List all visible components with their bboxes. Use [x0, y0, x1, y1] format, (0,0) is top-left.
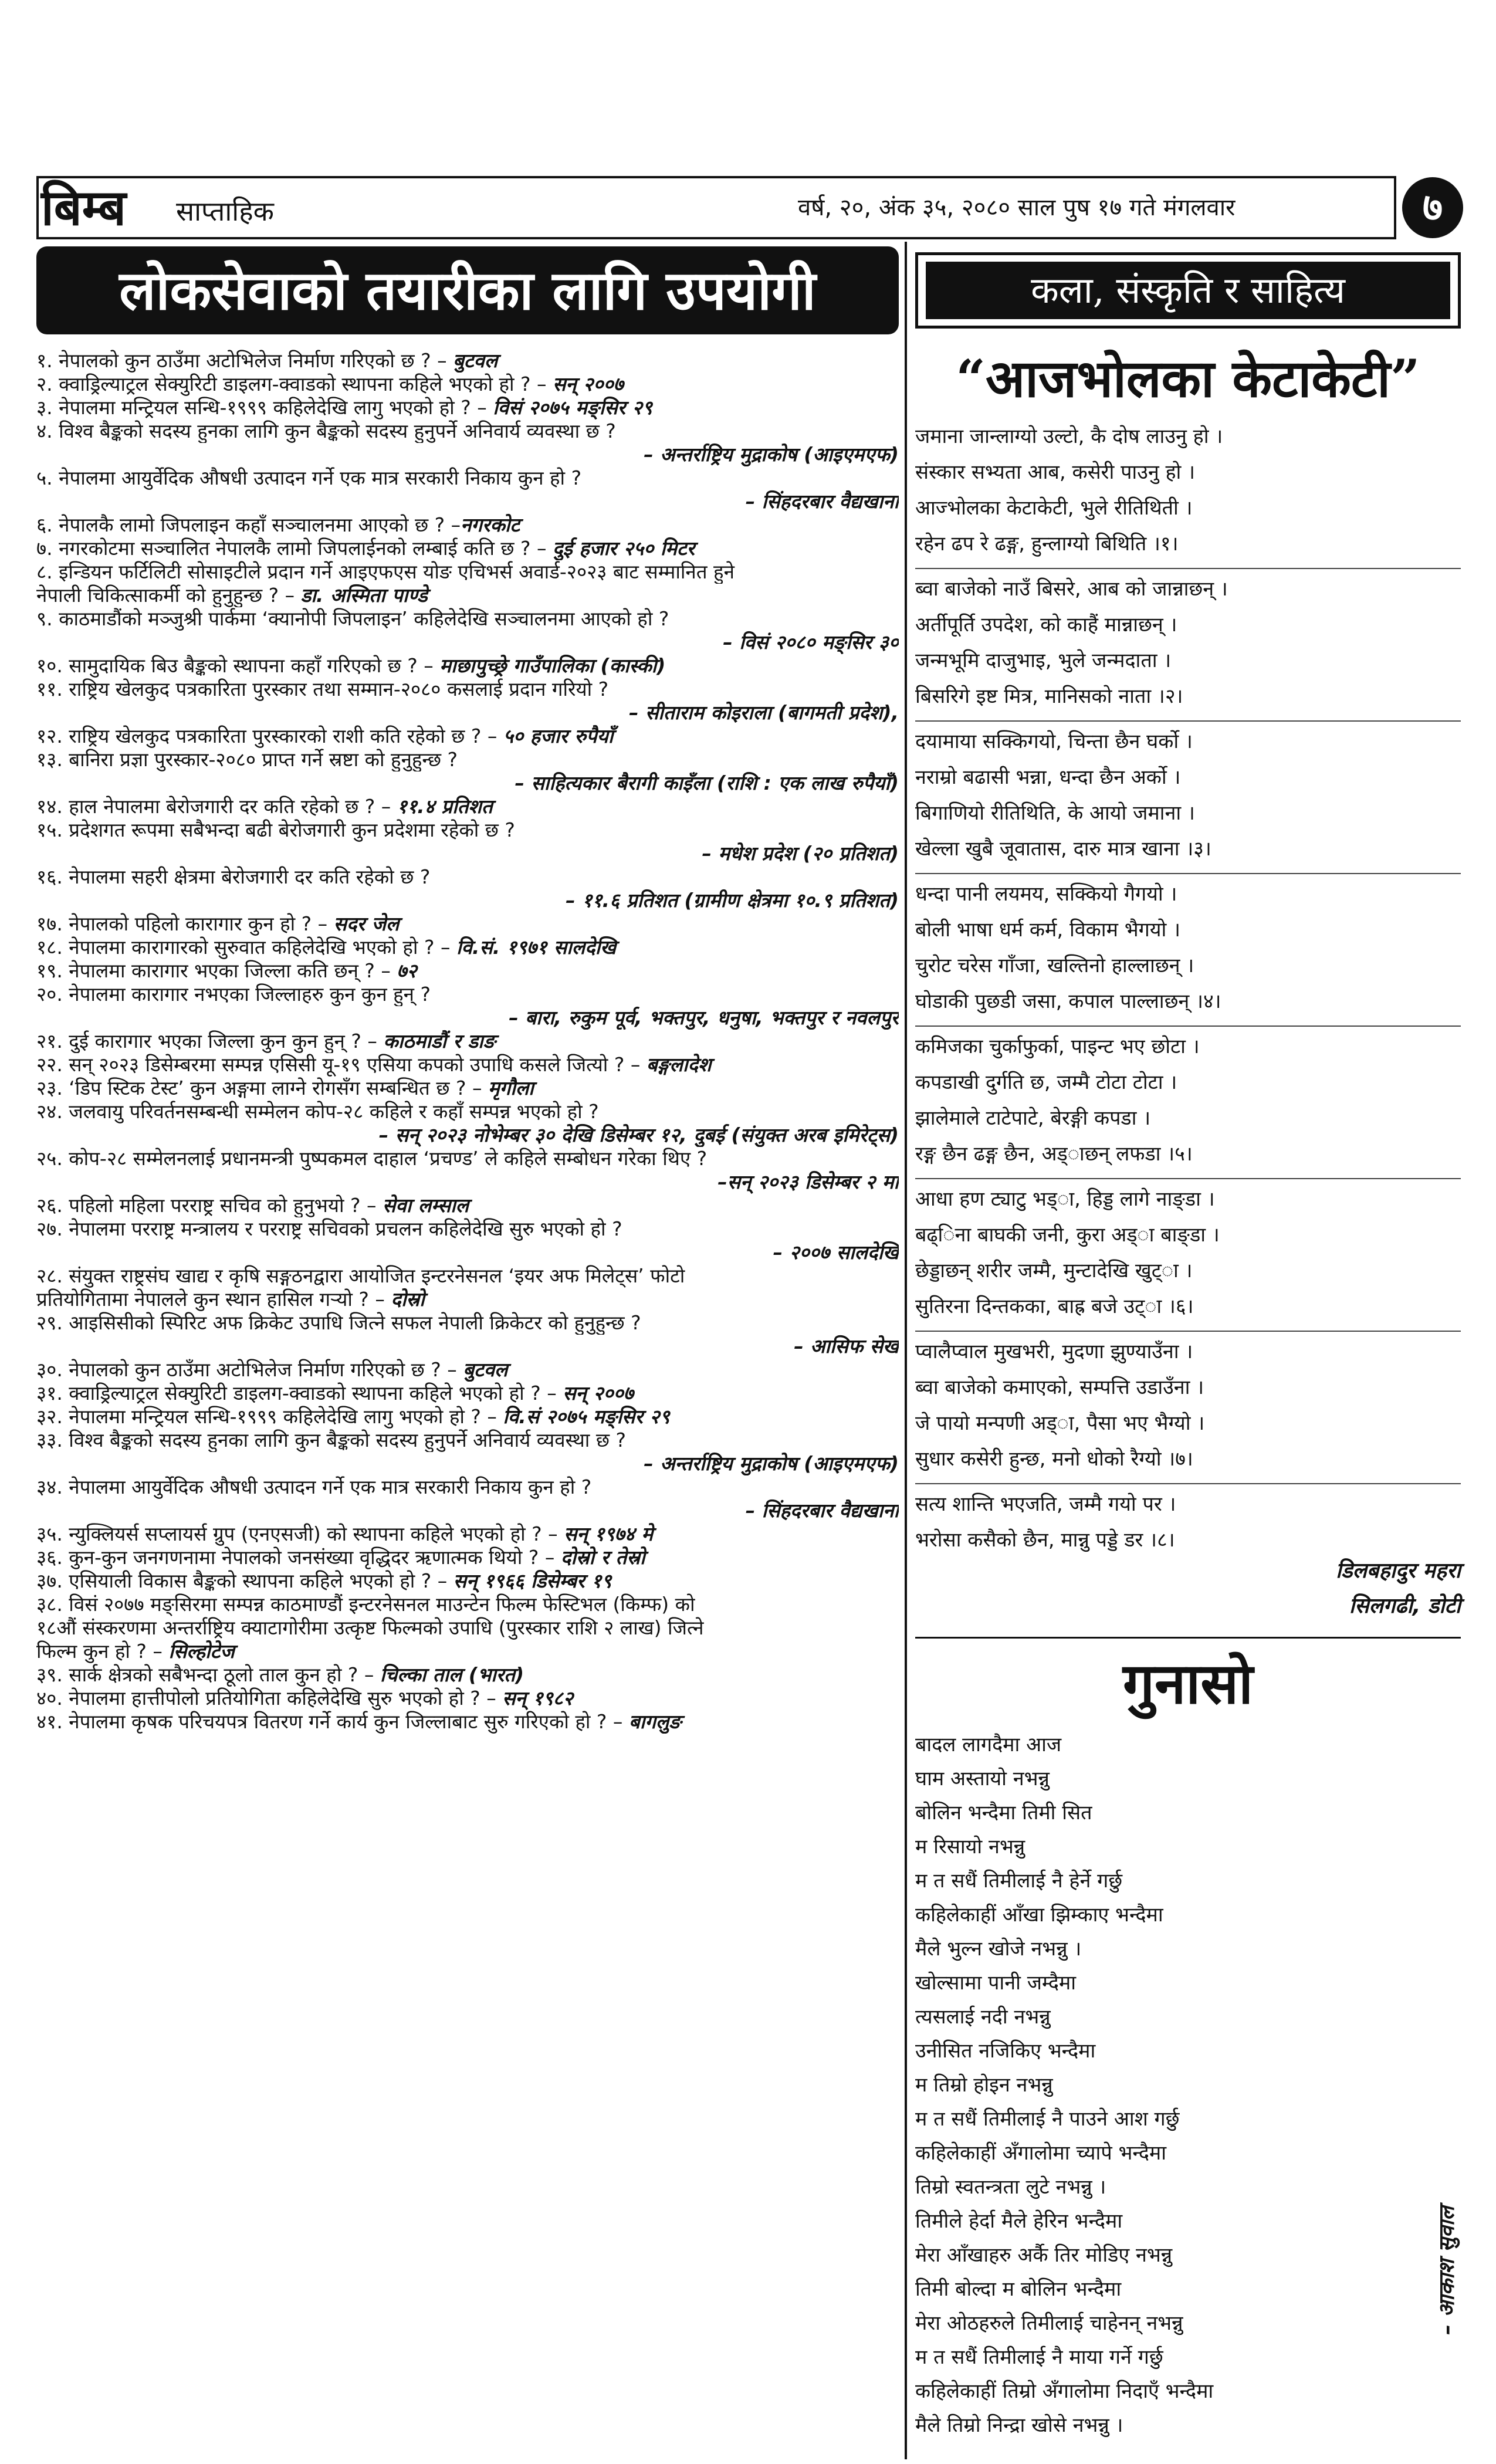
qa-question: १. नेपालको कुन ठाउँमा अटोभिलेज निर्माण गरिएको छ ? –: [36, 349, 453, 372]
qa-question-line: [36, 1640, 899, 1663]
qa-question: २७. नेपालमा परराष्ट्र मन्त्रालय र परराष्ट्र सचिवको प्रचलन कहिलेदेखि सुरु भएको हो ?: [36, 1217, 622, 1240]
poem-line: जन्मभूमि दाजुभाइ, भुले जन्मदाता ।: [915, 649, 1172, 672]
qa-question: ३९. सार्क क्षेत्रको सबैभन्दा ठूलो ताल कुन हो ? –: [36, 1663, 380, 1686]
qa-question: १५. प्रदेशगत रूपमा सबैभन्दा बढी बेरोजगारी कुन प्रदेशमा रहेको छ ?: [36, 818, 515, 841]
poem2-author: – आकाश सुवाल: [1435, 2206, 1459, 2335]
qa-question: २२. सन् २०२३ डिसेम्बरमा सम्पन्न एसिसी यू-१९ एसिया कपको उपाधि कसले जित्यो ? –: [36, 1053, 647, 1076]
poem-line: रङ्ग छैन ढङ्ग छैन, अड्ाछन् लफडा ।५।: [915, 1142, 1193, 1166]
qa-question-line: [36, 1077, 899, 1100]
qa-answer: सिल्होटेज: [168, 1640, 235, 1663]
poem2-line: खोल्सामा पानी जम्दैमा: [915, 1971, 1077, 1995]
poem2-line: बादल लागदैमा आज: [915, 1733, 1062, 1756]
poem-line: संस्कार सभ्यता आब, कसेरी पाउनु हो ।: [915, 461, 1196, 484]
qa-question: १८औं संस्करणमा अन्तर्राष्ट्रिय क्याटागोरीमा उत्कृष्ट फिल्मको उपाधि (पुरस्कार राशि २ लाख) जित्ने: [36, 1616, 704, 1639]
qa-question-line: [36, 959, 899, 983]
qa-question: २५. कोप-२८ सम्मेलनलाई प्रधानमन्त्री पुष्पकमल दाहाल ‘प्रचण्ड’ ले कहिले सम्बोधन गरेका थिए ?: [36, 1147, 708, 1170]
poem-line: अर्तीपूर्ति उपदेश, को काहैं मान्नाछन् ।: [915, 613, 1177, 637]
poem2-line: म त सधैं तिमीलाई नै माया गर्ने गर्छु: [915, 2345, 1163, 2369]
qa-question-line: [36, 936, 899, 959]
poem2-line: मैले भुल्न खोजे नभन्नु ।: [915, 1937, 1082, 1961]
poem2-line: तिम्रो स्वतन्त्रता लुटे नभन्नु ।: [915, 2175, 1106, 2199]
poem2-line: तिमीले हेर्दा मैले हेरिन भन्दैमा: [915, 2209, 1123, 2233]
poem-line: ब्वा बाजेको नाउँ बिसरे, आब को जान्नाछन् ।: [915, 577, 1228, 601]
qa-answer: सन् १९६६ डिसेम्बर १९: [453, 1569, 612, 1592]
qa-answer-line: – बारा, रुकुम पूर्व, भक्तपुर, धनुषा, भक्तपुर र नवलपुर: [509, 1006, 899, 1029]
qa-answer: बुटवल: [453, 349, 498, 372]
poem2-line: घाम अस्तायो नभन्नु: [915, 1767, 1050, 1791]
qa-question: २१. दुई कारागार भएका जिल्ला कुन कुन हुन् ? –: [36, 1030, 384, 1052]
poem2-body: [915, 1728, 1373, 2442]
poem2-line: कहिलेकाहीं अँगालोमा च्यापे भन्दैमा: [915, 2141, 1167, 2165]
qa-question: १४. हाल नेपालमा बेरोजगारी दर कति रहेको छ ? –: [36, 795, 397, 818]
qa-question: ३. नेपालमा मन्ट्रियल सन्धि-१९९९ कहिलेदेखि लागु भएको हो ? –: [36, 396, 493, 419]
qa-question: ४०. नेपालमा हात्तीपोलो प्रतियोगिता कहिलेदेखि सुरु भएको हो ? –: [36, 1687, 503, 1710]
qa-answer: चिल्का ताल (भारत): [380, 1663, 524, 1686]
qa-question: ३७. एसियाली विकास बैङ्कको स्थापना कहिले भएको हो ? –: [36, 1569, 453, 1592]
qa-question: १७. नेपालको पहिलो कारागार कुन हो ? –: [36, 912, 334, 935]
qa-question: २. क्वाड्रिल्याट्रल सेक्युरिटी डाइलग-क्वाडको स्थापना कहिले भएको हो ? –: [36, 373, 553, 395]
poem-body: [915, 417, 1461, 1564]
poem2-line: मेरा ओठहरुले तिमीलाई चाहेनन् नभन्नु: [915, 2311, 1183, 2335]
qa-answer: ७२: [397, 959, 417, 982]
qa-question: १३. बानिरा प्रज्ञा पुरस्कार-२०८० प्राप्त गर्ने स्रष्टा को हुनुहुन्छ ?: [36, 748, 458, 771]
qa-question: ३४. नेपालमा आयुर्वेदिक औषधी उत्पादन गर्ने एक मात्र सरकारी निकाय कुन हो ?: [36, 1475, 592, 1498]
qa-question-line: [36, 1382, 899, 1405]
qa-question-line: [36, 983, 899, 1006]
qa-answer: माछापुच्छ्रे गाउँपालिका (कास्की): [439, 654, 666, 677]
qa-question-line: [36, 537, 899, 560]
qa-question-line: [36, 1616, 899, 1640]
poem-stanza: [915, 417, 1461, 562]
qa-answer: दोस्रो: [391, 1288, 425, 1311]
poem2-line: म त सधैं तिमीलाई नै पाउने आश गर्छु: [915, 2107, 1180, 2131]
qa-question-line: [36, 1593, 899, 1616]
poem-line: जमाना जान्लाग्यो उल्टो, कै दोष लाउनु हो ।: [915, 425, 1223, 448]
qa-answer: विसं २०७५ मङ्सिर २९: [493, 396, 652, 419]
newspaper-logo: बिम्ब: [41, 178, 126, 236]
qa-question: २८. संयुक्त राष्ट्रसंघ खाद्य र कृषि सङ्गठनद्वारा आयोजित इन्टरनेसनल ‘इयर अफ मिलेट्स’ फोटो: [36, 1264, 685, 1287]
column-divider: [905, 242, 907, 2459]
qa-answer-line: – साहित्यकार बैरागी काइँला (राशि : एक लाख रुपैयाँ): [515, 771, 899, 794]
issue-info: वर्ष, २०, अंक ३५, २०८० साल पुष १७ गते मंगलवार: [798, 194, 1236, 221]
qa-answer-line: – अन्तर्राष्ट्रिय मुद्राकोष (आइएमएफ): [644, 443, 899, 466]
poem2-line: म त सधैं तिमीलाई नै हेर्ने गर्छु: [915, 1869, 1123, 1893]
qa-question: १२. राष्ट्रिय खेलकुद पत्रकारिता पुरस्कारको राशी कति रहेको छ ? –: [36, 725, 503, 747]
qa-answer: बुटवल: [463, 1358, 508, 1381]
qa-answer: वि.सं २०७५ मङ्सिर २९: [503, 1405, 670, 1428]
qa-question-line: [36, 1217, 899, 1241]
poem-line: प्वालैप्वाल मुखभरी, मुदणा झुण्याउँना ।: [915, 1340, 1193, 1363]
poem-line: छेड्डाछन् शरीर जम्मै, मुन्टादेखि खुट्ा ।: [915, 1259, 1193, 1282]
qa-question: ३०. नेपालको कुन ठाउँमा अटोभिलेज निर्माण गरिएको छ ? –: [36, 1358, 463, 1381]
qa-question-line: [36, 1663, 899, 1687]
qa-answer-line: – अन्तर्राष्ट्रिय मुद्राकोष (आइएमएफ): [644, 1452, 899, 1475]
qa-list: [36, 349, 899, 1734]
poem-line: सत्य शान्ति भएजति, जम्मै गयो पर ।: [915, 1492, 1176, 1516]
poem2-line: बोलिन भन्दैमा तिमी सित: [915, 1801, 1092, 1825]
poem-author-name: डिलबहादुर महरा: [1335, 1559, 1461, 1583]
qa-answer: ११.४ प्रतिशत: [397, 795, 493, 818]
qa-answer: नगरकोट: [461, 513, 520, 536]
qa-question-line: [36, 349, 899, 373]
qa-answer-line: – मधेश प्रदेश (२० प्रतिशत): [702, 842, 899, 865]
qa-question: ३१. क्वाड्रिल्याट्रल सेक्युरिटी डाइलग-क्वाडको स्थापना कहिले भएको हो ? –: [36, 1382, 563, 1404]
qa-answer: बागलुङ: [628, 1710, 682, 1733]
qa-question-line: [36, 1030, 899, 1053]
poem2-title: गुनासो: [1123, 1650, 1253, 1717]
poem2-line: त्यसलाई नदी नभन्नु: [915, 2005, 1051, 2029]
poem2-line: म तिम्रो होइन नभन्नु: [915, 2073, 1053, 2097]
poem-line: सुधार कसेरी हुन्छ, मनो धोको रैग्यो ।७।: [915, 1447, 1193, 1471]
poem-stanza: [915, 1025, 1461, 1172]
qa-question: ३८. विसं २०७७ मङ्सिरमा सम्पन्न काठमाण्डौं इन्टरनेसनल माउन्टेन फिल्म फेस्टिभल (किम्फ) को: [36, 1593, 695, 1616]
qa-question-line: [36, 396, 899, 419]
qa-question-line: [36, 865, 899, 889]
qa-question: फिल्म कुन हो ? –: [36, 1640, 169, 1663]
qa-question-line: [36, 1311, 899, 1335]
section-banner-loksewa: लोकसेवाको तयारीका लागि उपयोगी: [36, 246, 899, 334]
qa-answer: सन् १९८२: [502, 1687, 573, 1710]
qa-question-line: [36, 1522, 899, 1546]
poem-line: चुरोट चरेस गाँजा, खल्तिनो हाल्लाछन् ।: [915, 954, 1194, 977]
qa-answer-line: – आसिफ सेख: [794, 1335, 899, 1358]
qa-question-line: [36, 607, 899, 631]
qa-answer: सन् २००७: [553, 373, 624, 395]
poem2-line: मेरा आँखाहरु अर्कै तिर मोडिए नभन्नु: [915, 2243, 1173, 2267]
qa-question-line: [36, 1100, 899, 1123]
qa-question: ९. काठमाडौंको मञ्जुश्री पार्कमा ‘क्यानोपी जिपलाइन’ कहिलेदेखि सञ्चालनमा आएको हो ?: [36, 607, 669, 630]
qa-answer-line: – २००७ सालदेखि: [773, 1241, 899, 1264]
poem-line: बोली भाषा धर्म कर्म, विकाम भैगयो ।: [915, 918, 1180, 942]
qa-answer: बङ्गलादेश: [646, 1053, 712, 1076]
qa-answer: मृगौला: [488, 1077, 534, 1099]
qa-question: ५. नेपालमा आयुर्वेदिक औषधी उत्पादन गर्ने एक मात्र सरकारी निकाय कुन हो ?: [36, 466, 582, 489]
qa-answer: दुई हजार २५० मिटर: [553, 537, 695, 560]
poem-line: आज्भोलका केटाकेटी, भुले रीतिथिती ।: [915, 496, 1193, 520]
qa-question-line: [36, 1358, 899, 1382]
qa-question: १०. सामुदायिक बिउ बैङ्कको स्थापना कहाँ गरिएको छ ? –: [36, 654, 440, 677]
qa-answer: सन् १९७४ मे: [564, 1522, 654, 1545]
poem-line: खेल्ला खुबै जूवातास, दारु मात्र खाना ।३।: [915, 837, 1211, 861]
poem-stanza: [915, 1331, 1461, 1477]
qa-question: ४. विश्व बैङ्कको सदस्य हुनका लागि कुन बैङ्कको सदस्य हुनुपर्ने अनिवार्य व्यवस्था छ ?: [36, 419, 616, 442]
qa-question-line: [36, 373, 899, 396]
qa-question: ३३. विश्व बैङ्कको सदस्य हुनका लागि कुन बैङ्कको सदस्य हुनुपर्ने अनिवार्य व्यवस्था छ ?: [36, 1429, 626, 1451]
qa-question: ३५. न्युक्लियर्स सप्लायर्स ग्रुप (एनएसजी) को स्थापना कहिले भएको हो ? –: [36, 1522, 564, 1545]
qa-question: २४. जलवायु परिवर्तनसम्बन्धी सम्मेलन कोप-२८ कहिले र कहाँ सम्पन्न भएको हो ?: [36, 1100, 599, 1123]
poem-line: आधा हण ट्याटु भड्ा, हिड्ड लागे नाङ्डा ।: [915, 1187, 1215, 1211]
qa-question: ३२. नेपालमा मन्ट्रियल सन्धि-१९९९ कहिलेदेखि लागु भएको हो ? –: [36, 1405, 503, 1428]
qa-question: ७. नगरकोटमा सञ्चालित नेपालकै लामो जिपलाईनको लम्बाई कति छ ? –: [36, 537, 553, 560]
qa-question: ४१. नेपालमा कृषक परिचयपत्र वितरण गर्ने कार्य कुन जिल्लाबाट सुरु गरिएको हो ? –: [36, 1710, 629, 1733]
poem2-line: तिमी बोल्दा म बोलिन भन्दैमा: [915, 2277, 1122, 2301]
qa-question-line: [36, 1264, 899, 1288]
qa-question: ६. नेपालकै लामो जिपलाइन कहाँ सञ्चालनमा आएको छ ? –: [36, 513, 461, 536]
qa-answer: सेवा लम्साल: [383, 1194, 469, 1217]
qa-question-line: [36, 654, 899, 678]
qa-question: नेपाली चिकित्साकर्मी को हुनुहुन्छ ? –: [36, 584, 301, 607]
poem-line: ब्वा बाजेको कमाएको, सम्पत्ति उडाउँना ।: [915, 1376, 1204, 1399]
qa-question-line: [36, 1429, 899, 1452]
poem-author-place: सिलगढी, डोटी: [1349, 1594, 1461, 1618]
page-number-badge: ७: [1402, 177, 1463, 238]
qa-question-line: [36, 678, 899, 701]
poem-line: कपडाखी दुर्गति छ, जम्मै टोटा टोटा ।: [915, 1071, 1177, 1094]
poem-stanza: [915, 720, 1461, 867]
poem-line: बिसरिगे इष्ट मित्र, मानिसको नाता ।२।: [915, 685, 1183, 708]
poem-line: कमिजका चुर्काफुर्का, पाइन्ट भए छोटा ।: [915, 1035, 1200, 1058]
poem2-line: मैले तिम्रो निन्द्रा खोसे नभन्नु ।: [915, 2414, 1123, 2437]
qa-answer: काठमाडौं र डाङ: [383, 1030, 496, 1052]
poem-line: भरोसा कसैको छैन, मान्नु पड्डे डर ।८।: [915, 1528, 1175, 1552]
poem-line: रहेन ढप रे ढङ्ग, हुन्लाग्यो बिथिति ।१।: [915, 532, 1179, 556]
poem-title: “आजभोलका केटाकेटी”: [956, 348, 1420, 409]
section-divider: [915, 1637, 1461, 1639]
qa-answer-line: – सिंहदरबार वैद्यखाना: [745, 490, 899, 513]
qa-answer: दोस्रो र तेस्रो: [560, 1546, 645, 1569]
poem-line: बढ्िना बाघकी जनी, कुरा अड्ा बाङ्डा ।: [915, 1223, 1220, 1247]
poem2-line: कहिलेकाहीं तिम्रो अँगालोमा निदाएँ भन्दैमा: [915, 2380, 1214, 2403]
qa-question-line: [36, 1475, 899, 1499]
qa-question: १८. नेपालमा कारागारको सुरुवात कहिलेदेखि भएको हो ? –: [36, 936, 456, 959]
qa-answer-line: –सन् २०२३ डिसेम्बर २ मा: [717, 1170, 899, 1193]
qa-question-line: [36, 1405, 899, 1429]
qa-question: ३६. कुन-कुन जनगणनामा नेपालको जनसंख्या वृद्धिदर ऋणात्मक थियो ? –: [36, 1546, 561, 1569]
poem-line: सुतिरना दिन्तकका, बाह्र बजे उट्ा ।६।: [915, 1295, 1194, 1318]
qa-question-line: [36, 795, 899, 818]
qa-question-line: [36, 1687, 899, 1710]
qa-question: ८. इन्डियन फर्टिलिटी सोसाइटीले प्रदान गर्ने आइएफएस योङ एचिभर्स अवार्ड-२०२३ बाट सम्मानित हुने: [36, 560, 735, 583]
poem-stanza: [915, 873, 1461, 1020]
qa-question: १६. नेपालमा सहरी क्षेत्रमा बेरोजगारी दर कति रहेको छ ?: [36, 865, 431, 888]
qa-question-line: [36, 1053, 899, 1077]
qa-answer: वि.सं. १९७१ सालदेखि: [456, 936, 617, 959]
qa-question-line: [36, 818, 899, 842]
qa-answer-line: – विसं २०८० मङ्सिर ३०: [723, 631, 899, 654]
qa-question-line: [36, 466, 899, 490]
poem2-line: कहिलेकाहीं आँखा झिम्काए भन्दैमा: [915, 1903, 1163, 1927]
qa-question-line: [36, 1194, 899, 1217]
qa-question-line: [36, 912, 899, 936]
qa-question-line: [36, 513, 899, 537]
qa-answer-line: – सन् २०२३ नोभेम्बर ३० देखि डिसेम्बर १२, दुबई (संयुक्त अरब इमिरेट्स): [378, 1123, 899, 1146]
qa-answer: सन् २००७: [563, 1382, 634, 1404]
qa-question-line: [36, 419, 899, 443]
poem-line: दयामाया सक्किगयो, चिन्ता छैन घर्को ।: [915, 730, 1193, 753]
newspaper-subtitle: साप्ताहिक: [176, 195, 274, 227]
qa-question: ११. राष्ट्रिय खेलकुद पत्रकारिता पुरस्कार तथा सम्मान-२०८० कसलाई प्रदान गरियो ?: [36, 678, 609, 700]
qa-answer: डा. अस्मिता पाण्डे: [300, 584, 428, 607]
qa-question-line: [36, 584, 899, 607]
qa-question-line: [36, 1710, 899, 1734]
poem-line: बिगाणियो रीतिथिति, के आयो जमाना ।: [915, 801, 1195, 825]
qa-answer: सदर जेल: [333, 912, 400, 935]
section-banner-arts: कला, संस्कृति र साहित्य: [926, 262, 1450, 319]
qa-question: प्रतियोगितामा नेपालले कुन स्थान हासिल गऱ्यो ? –: [36, 1288, 391, 1311]
poem2-line: म रिसायो नभन्नु: [915, 1835, 1025, 1859]
qa-answer-line: – सीताराम कोइराला (बागमती प्रदेश),: [628, 701, 899, 724]
qa-question: २६. पहिलो महिला परराष्ट्र सचिव को हुनुभयो ? –: [36, 1194, 383, 1217]
qa-question-line: [36, 1147, 899, 1170]
poem-stanza: [915, 1178, 1461, 1325]
qa-question: १९. नेपालमा कारागार भएका जिल्ला कति छन् ? –: [36, 959, 397, 982]
poem-line: घोडाकी पुछडी जसा, कपाल पाल्लाछन् ।४।: [915, 990, 1221, 1013]
poem2-line: उनीसित नजिकिए भन्दैमा: [915, 2039, 1096, 2063]
poem-stanza: [915, 568, 1461, 715]
qa-question: २३. ‘डिप स्टिक टेस्ट’ कुन अङ्गमा लाग्ने रोगसँग सम्बन्धित छ ? –: [36, 1077, 488, 1099]
qa-question-line: [36, 748, 899, 771]
poem-line: झालेमाले टाटेपाटे, बेरङ्गी कपडा ।: [915, 1106, 1151, 1130]
qa-question-line: [36, 1546, 899, 1569]
qa-question-line: [36, 1288, 899, 1311]
qa-answer: ५० हजार रुपैयाँ: [503, 725, 614, 747]
poem-stanza: [915, 1483, 1461, 1558]
poem-line: जे पायो मन्पणी अड्ा, पैसा भए भैग्यो ।: [915, 1412, 1205, 1435]
qa-answer-line: – सिंहदरबार वैद्यखाना: [745, 1499, 899, 1522]
qa-question-line: [36, 725, 899, 748]
poem-line: धन्दा पानी लयमय, सक्कियो गैगयो ।: [915, 882, 1177, 906]
qa-question-line: [36, 1569, 899, 1593]
qa-question: २९. आइसिसीको स्पिरिट अफ क्रिकेट उपाधि जित्ने सफल नेपाली क्रिकेटर को हुनुहुन्छ ?: [36, 1311, 641, 1334]
poem-line: नराम्रो बढासी भन्ना, धन्दा छैन अर्को ।: [915, 766, 1181, 789]
qa-answer-line: – ११.६ प्रतिशत (ग्रामीण क्षेत्रमा १०.९ प्रतिशत): [566, 889, 899, 912]
qa-question: २०. नेपालमा कारागार नभएका जिल्लाहरु कुन कुन हुन् ?: [36, 983, 431, 1006]
qa-question-line: [36, 560, 899, 584]
